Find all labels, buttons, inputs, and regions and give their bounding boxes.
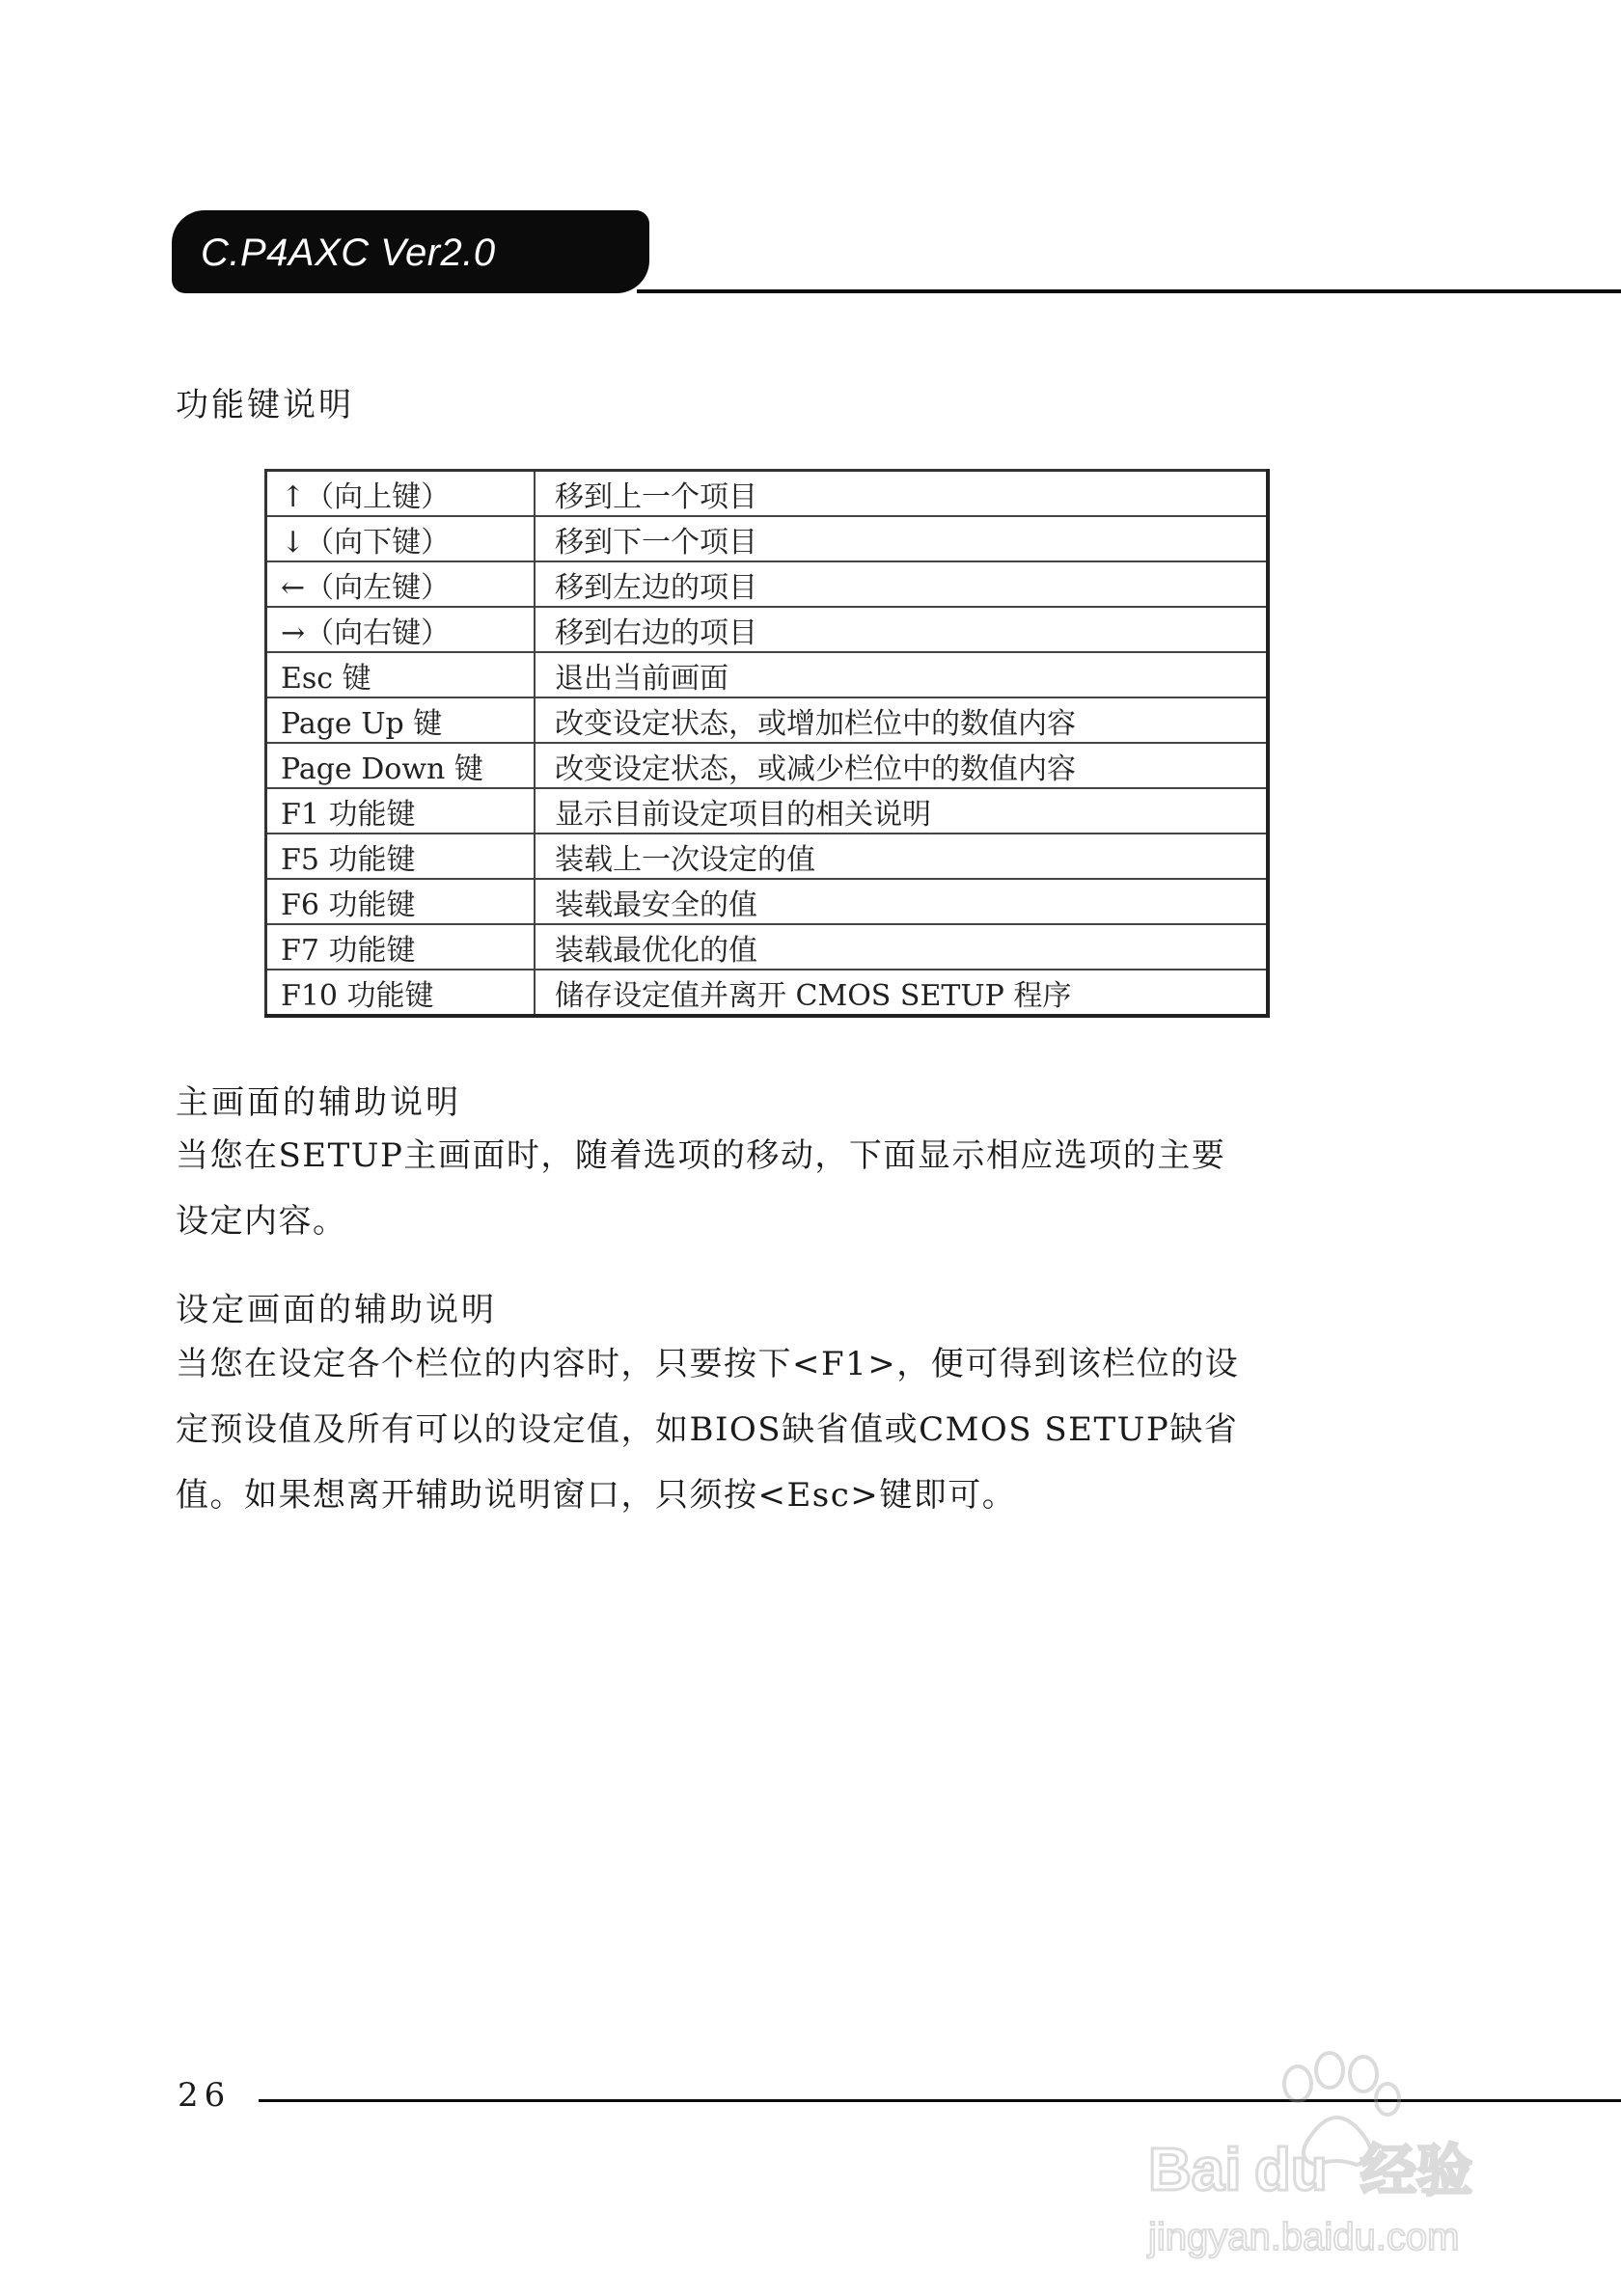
desc-cell: 显示目前设定项目的相关说明 [535, 788, 1268, 834]
header-rule [637, 289, 1621, 293]
key-cell: ↑（向上键） [266, 471, 536, 517]
key-cell: F6 功能键 [266, 879, 536, 924]
desc-cell: 装载上一次设定的值 [535, 834, 1268, 879]
key-cell: F7 功能键 [266, 924, 536, 970]
table-row [266, 924, 1269, 970]
key-cell: F1 功能键 [266, 788, 536, 834]
paragraph-line: 当您在SETUP主画面时，随着选项的移动，下面显示相应选项的主要 [176, 1136, 1226, 1175]
paragraph-line: 设定内容。 [176, 1202, 347, 1241]
table-row [266, 879, 1269, 924]
desc-cell: 装载最优化的值 [535, 924, 1268, 970]
desc-cell: 移到上一个项目 [535, 471, 1268, 517]
table-row [266, 788, 1269, 834]
table-row [266, 834, 1269, 879]
table-row [266, 652, 1269, 697]
main-help-paragraph [176, 1123, 1420, 1254]
paragraph-line: 值。如果想离开辅助说明窗口，只须按<Esc>键即可。 [176, 1476, 1017, 1515]
setup-help-title: 设定画面的辅助说明 [176, 1291, 497, 1329]
desc-cell: 储存设定值并离开 CMOS SETUP 程序 [535, 970, 1268, 1016]
key-cell: F10 功能键 [266, 970, 536, 1016]
key-cell: ←（向左键） [266, 561, 536, 607]
desc-cell: 移到左边的项目 [535, 561, 1268, 607]
svg-text:经验: 经验 [1360, 2138, 1473, 2203]
function-keys-title: 功能键说明 [176, 386, 354, 424]
table-row [266, 607, 1269, 652]
paragraph-line: 当您在设定各个栏位的内容时，只要按下<F1>，便可得到该栏位的设 [176, 1345, 1240, 1383]
main-help-title: 主画面的辅助说明 [176, 1083, 461, 1122]
table-row [266, 970, 1269, 1016]
key-cell: F5 功能键 [266, 834, 536, 879]
svg-text:du: du [1254, 2137, 1328, 2203]
table-row [266, 471, 1269, 517]
key-cell: →（向右键） [266, 607, 536, 652]
svg-text:Bai: Bai [1148, 2137, 1242, 2203]
document-title: C.P4AXC Ver2.0 [201, 232, 496, 274]
page-number: 26 [178, 2076, 232, 2115]
setup-help-paragraph [176, 1331, 1420, 1528]
paragraph-line: 定预设值及所有可以的设定值，如BIOS缺省值或CMOS SETUP缺省 [176, 1410, 1239, 1449]
desc-cell: 改变设定状态，或增加栏位中的数值内容 [535, 697, 1268, 743]
desc-cell: 移到下一个项目 [535, 516, 1268, 561]
table-row [266, 743, 1269, 788]
svg-text:jingyan.baidu.com: jingyan.baidu.com [1148, 2216, 1460, 2258]
desc-cell: 退出当前画面 [535, 652, 1268, 697]
table-row [266, 561, 1269, 607]
desc-cell: 移到右边的项目 [535, 607, 1268, 652]
desc-cell: 改变设定状态，或减少栏位中的数值内容 [535, 743, 1268, 788]
table-row [266, 697, 1269, 743]
table-row [266, 516, 1269, 561]
function-key-table [264, 469, 1270, 1018]
key-cell: Esc 键 [266, 652, 536, 697]
key-cell: ↓（向下键） [266, 516, 536, 561]
key-cell: Page Up 键 [266, 697, 536, 743]
desc-cell: 装载最安全的值 [535, 879, 1268, 924]
baidu-watermark-icon [1129, 2045, 1592, 2267]
key-cell: Page Down 键 [266, 743, 536, 788]
